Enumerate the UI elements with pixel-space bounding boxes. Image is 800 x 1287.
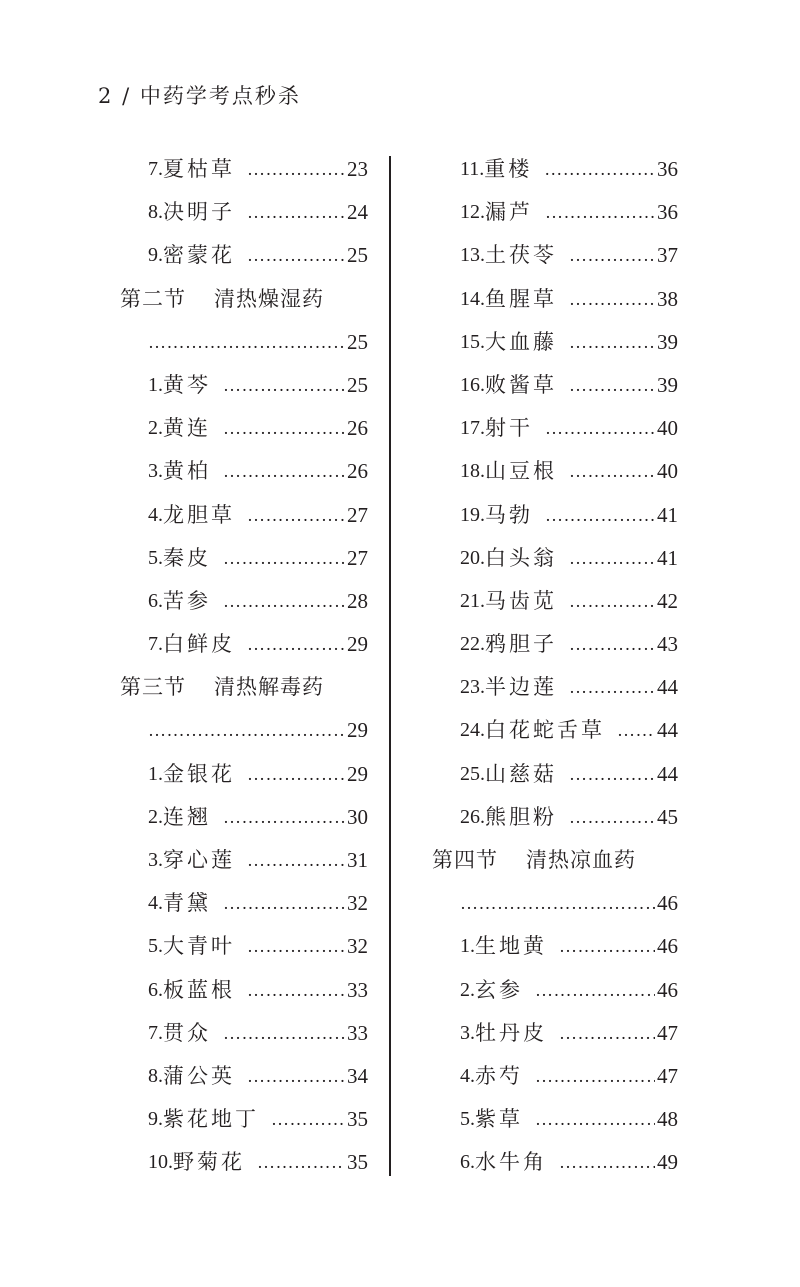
section-label: 第四节 (432, 848, 498, 872)
leader-dots (535, 1055, 655, 1098)
leader-dots (569, 666, 655, 709)
toc-entry (120, 1012, 368, 1055)
entry-name: 水牛角 (475, 1150, 547, 1175)
entry-number: 18. (460, 460, 485, 483)
entry-number: 6. (148, 589, 163, 612)
entry-page: 47 (657, 1020, 678, 1045)
entry-number: 1. (148, 373, 163, 396)
leader-dots (247, 234, 345, 277)
toc-entry (432, 234, 678, 277)
entry-page: 43 (657, 632, 678, 657)
entry-page: 27 (347, 502, 368, 527)
leader-dots (223, 450, 345, 493)
entry-page: 44 (657, 675, 678, 700)
entry-page: 29 (347, 632, 368, 657)
entry-page: 32 (347, 934, 368, 959)
section-title: 清热燥湿药 (214, 286, 324, 311)
entry-name: 野菊花 (173, 1150, 245, 1175)
entry-name: 白头翁 (485, 545, 557, 570)
entry-name: 紫花地丁 (163, 1107, 259, 1132)
toc-entry (432, 191, 678, 234)
entry-number: 6. (460, 1151, 475, 1174)
section-page: 25 (347, 329, 368, 354)
leader-dots (569, 753, 655, 796)
entry-page: 44 (657, 718, 678, 743)
entry-number: 12. (460, 201, 485, 224)
leader-dots (148, 709, 345, 752)
entry-page: 37 (657, 243, 678, 268)
toc-entry (432, 1098, 678, 1141)
entry-page: 46 (657, 934, 678, 959)
entry-name: 龙胆草 (163, 502, 235, 527)
entry-name: 大血藤 (485, 329, 557, 354)
toc-entry (432, 796, 678, 839)
entry-page: 29 (347, 761, 368, 786)
entry-name: 射干 (485, 416, 533, 441)
leader-dots (247, 494, 345, 537)
entry-number: 14. (460, 287, 485, 310)
entry-name: 金银花 (163, 761, 235, 786)
entry-page: 24 (347, 200, 368, 225)
leader-dots (223, 364, 345, 407)
toc-entry (432, 580, 678, 623)
section-page-line (120, 321, 368, 364)
entry-number: 25. (460, 762, 485, 785)
toc-entry (120, 882, 368, 925)
toc-column-left (120, 148, 368, 1185)
entry-page: 46 (657, 977, 678, 1002)
entry-number: 1. (460, 935, 475, 958)
entry-page: 49 (657, 1150, 678, 1175)
leader-dots (223, 580, 345, 623)
entry-name: 鸦胆子 (485, 632, 557, 657)
entry-name: 漏芦 (485, 200, 533, 225)
entry-name: 穿心莲 (163, 848, 235, 872)
toc-entry (432, 321, 678, 364)
entry-name: 鱼腥草 (485, 286, 557, 311)
entry-page: 40 (657, 416, 678, 441)
toc-entry (432, 278, 678, 321)
leader-dots (223, 537, 345, 580)
entry-name: 黄柏 (163, 459, 211, 484)
leader-dots (569, 234, 655, 277)
toc-entry (432, 925, 678, 968)
leader-dots (569, 623, 655, 666)
entry-number: 8. (148, 201, 163, 224)
entry-name: 紫草 (475, 1107, 523, 1132)
entry-page: 36 (657, 157, 678, 181)
entry-number: 4. (460, 1064, 475, 1087)
leader-dots (247, 623, 345, 666)
entry-number: 2. (460, 978, 475, 1001)
entry-name: 黄连 (163, 416, 211, 441)
toc-entry (120, 1098, 368, 1141)
entry-name: 决明子 (163, 200, 235, 225)
entry-name: 山慈菇 (485, 761, 557, 786)
entry-page: 39 (657, 329, 678, 354)
entry-number: 9. (148, 244, 163, 267)
entry-number: 2. (148, 805, 163, 828)
column-divider (389, 156, 391, 1176)
leader-dots (617, 709, 655, 752)
entry-page: 32 (347, 891, 368, 916)
entry-name: 秦皮 (163, 545, 211, 570)
toc-entry (120, 1055, 368, 1098)
entry-page: 47 (657, 1063, 678, 1088)
entry-name: 密蒙花 (163, 243, 235, 268)
entry-number: 4. (148, 503, 163, 526)
entry-page: 35 (347, 1107, 368, 1132)
leader-dots (460, 882, 655, 925)
entry-page: 26 (347, 416, 368, 441)
toc-entry (120, 796, 368, 839)
toc-entry (120, 623, 368, 666)
entry-name: 熊胆粉 (485, 804, 557, 829)
leader-dots (223, 796, 345, 839)
entry-name: 白鲜皮 (163, 632, 235, 657)
entry-page: 30 (347, 804, 368, 829)
section-page: 29 (347, 718, 368, 743)
toc-section-heading (120, 666, 368, 709)
entry-page: 45 (657, 804, 678, 829)
entry-number: 7. (148, 633, 163, 656)
entry-page: 33 (347, 1020, 368, 1045)
leader-dots (559, 925, 655, 968)
leader-dots (545, 191, 655, 234)
toc-entry (432, 969, 678, 1012)
entry-number: 10. (148, 1151, 173, 1174)
entry-name: 山豆根 (485, 459, 557, 484)
leader-dots (569, 537, 655, 580)
toc-entry (432, 1141, 678, 1184)
entry-page: 38 (657, 286, 678, 311)
leader-dots (569, 580, 655, 623)
entry-number: 16. (460, 373, 485, 396)
entry-name: 半边莲 (485, 675, 557, 700)
entry-page: 25 (347, 243, 368, 268)
toc-entry (120, 148, 368, 191)
leader-dots (247, 1055, 345, 1098)
book-title: 中药学考点秒杀 (139, 84, 301, 108)
leader-dots (569, 364, 655, 407)
entry-number: 3. (460, 1021, 475, 1044)
entry-number: 8. (148, 1064, 163, 1087)
toc-entry (432, 148, 678, 191)
entry-page: 28 (347, 588, 368, 613)
entry-number: 13. (460, 244, 485, 267)
entry-name: 黄芩 (163, 372, 211, 397)
toc-entry (120, 450, 368, 493)
leader-dots (545, 407, 655, 450)
toc-entry (432, 537, 678, 580)
entry-name: 白花蛇舌草 (485, 718, 605, 743)
toc-section-heading (120, 278, 368, 321)
entry-number: 1. (148, 762, 163, 785)
leader-dots (247, 191, 345, 234)
entry-name: 马齿苋 (485, 588, 557, 613)
entry-name: 苦参 (163, 588, 211, 613)
entry-page: 41 (657, 502, 678, 527)
toc-entry (432, 666, 678, 709)
entry-name: 玄参 (475, 977, 523, 1002)
section-label: 第二节 (120, 286, 186, 311)
toc-entry (432, 450, 678, 493)
leader-dots (545, 494, 655, 537)
entry-number: 26. (460, 805, 485, 828)
entry-page: 44 (657, 761, 678, 786)
entry-number: 9. (148, 1108, 163, 1131)
toc-entry (120, 407, 368, 450)
section-page-line (432, 882, 678, 925)
entry-page: 31 (347, 848, 368, 872)
entry-name: 土茯苓 (485, 243, 557, 268)
entry-name: 板蓝根 (163, 977, 235, 1002)
leader-dots (148, 321, 345, 364)
leader-dots (223, 1012, 345, 1055)
toc-entry (120, 364, 368, 407)
leader-dots (569, 321, 655, 364)
entry-number: 5. (148, 935, 163, 958)
leader-dots (569, 278, 655, 321)
entry-page: 42 (657, 588, 678, 613)
toc-entry (120, 1141, 368, 1184)
entry-number: 7. (148, 158, 163, 180)
toc-entry (432, 364, 678, 407)
leader-dots (535, 1098, 655, 1141)
leader-dots (271, 1098, 345, 1141)
section-page: 46 (657, 891, 678, 916)
entry-number: 11. (460, 158, 485, 180)
entry-page: 41 (657, 545, 678, 570)
toc-entry (120, 580, 368, 623)
toc-entry (432, 623, 678, 666)
entry-page: 34 (347, 1063, 368, 1088)
section-page-line (120, 709, 368, 752)
entry-number: 17. (460, 417, 485, 440)
toc-entry (432, 407, 678, 450)
entry-name: 夏枯草 (163, 157, 235, 181)
section-label: 第三节 (120, 675, 186, 700)
entry-page: 35 (347, 1150, 368, 1175)
leader-dots (247, 839, 345, 882)
header-separator: / (122, 84, 132, 108)
toc-entry (120, 925, 368, 968)
entry-name: 赤芍 (475, 1063, 523, 1088)
entry-number: 7. (148, 1021, 163, 1044)
entry-page: 23 (347, 157, 368, 181)
entry-name: 连翘 (163, 804, 211, 829)
entry-number: 21. (460, 589, 485, 612)
entry-number: 4. (148, 892, 163, 915)
entry-number: 23. (460, 676, 485, 699)
entry-page: 25 (347, 372, 368, 397)
entry-name: 牡丹皮 (475, 1020, 547, 1045)
toc-entry (120, 753, 368, 796)
leader-dots (223, 407, 345, 450)
toc-entry (120, 969, 368, 1012)
leader-dots (257, 1141, 345, 1184)
toc-entry (120, 494, 368, 537)
entry-name: 生地黄 (475, 934, 547, 959)
entry-number: 5. (460, 1108, 475, 1131)
toc-entry (120, 191, 368, 234)
leader-dots (535, 969, 655, 1012)
entry-number: 3. (148, 849, 163, 871)
entry-number: 15. (460, 330, 485, 353)
leader-dots (559, 1012, 655, 1055)
entry-page: 26 (347, 459, 368, 484)
leader-dots (247, 148, 345, 191)
section-title: 清热解毒药 (214, 675, 324, 700)
entry-name: 贯众 (163, 1020, 211, 1045)
entry-name: 重楼 (484, 157, 533, 181)
entry-number: 3. (148, 460, 163, 483)
toc-entry (432, 1012, 678, 1055)
section-title: 清热凉血药 (526, 848, 636, 872)
toc-entry (432, 494, 678, 537)
entry-page: 40 (657, 459, 678, 484)
entry-name: 败酱草 (485, 372, 557, 397)
toc-section-heading (432, 839, 678, 882)
entry-number: 19. (460, 503, 485, 526)
running-header (98, 80, 301, 110)
toc-entry (120, 839, 368, 882)
leader-dots (247, 969, 345, 1012)
leader-dots (569, 796, 655, 839)
toc-entry (120, 537, 368, 580)
toc-entry (432, 753, 678, 796)
entry-page: 36 (657, 200, 678, 225)
entry-number: 6. (148, 978, 163, 1001)
leader-dots (247, 753, 345, 796)
entry-number: 24. (460, 719, 485, 742)
leader-dots (247, 925, 345, 968)
entry-page: 48 (657, 1107, 678, 1132)
toc-column-right (432, 148, 678, 1185)
leader-dots (223, 882, 345, 925)
entry-name: 马勃 (485, 502, 533, 527)
entry-name: 青黛 (163, 891, 211, 916)
leader-dots (569, 450, 655, 493)
entry-name: 大青叶 (163, 934, 235, 959)
toc-entry (432, 1055, 678, 1098)
entry-number: 2. (148, 417, 163, 440)
leader-dots (544, 148, 655, 191)
entry-number: 20. (460, 546, 485, 569)
entry-number: 5. (148, 546, 163, 569)
entry-number: 22. (460, 633, 485, 656)
entry-name: 蒲公英 (163, 1063, 235, 1088)
toc-entry (432, 709, 678, 752)
entry-page: 27 (347, 545, 368, 570)
page-number: 2 (98, 84, 114, 108)
entry-page: 39 (657, 372, 678, 397)
toc-entry (120, 234, 368, 277)
leader-dots (559, 1141, 655, 1184)
entry-page: 33 (347, 977, 368, 1002)
